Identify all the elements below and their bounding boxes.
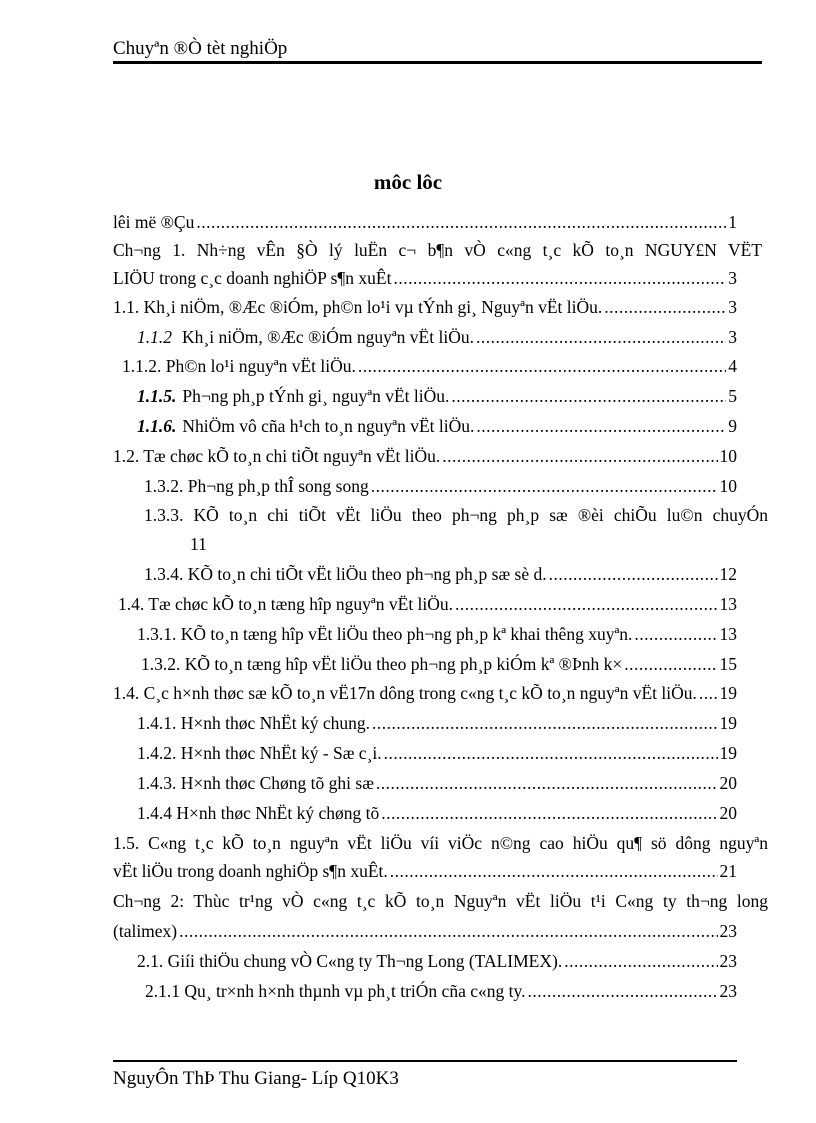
toc-leader [371, 476, 718, 497]
toc-page-number: 3 [728, 297, 737, 317]
toc-entry-text: 1.4.4 H×nh thøc NhËt ký chøng tõ [137, 803, 380, 823]
toc-leader [699, 683, 718, 704]
toc-leader [179, 921, 717, 942]
toc-leader [564, 951, 717, 972]
toc-leader [394, 268, 727, 289]
toc-page-number: 23 [719, 951, 737, 971]
toc-entry-text: LIÖU trong c¸c doanh nghiÖP s¶n xuÊt [113, 268, 392, 288]
toc-leader [476, 327, 726, 348]
header-text: Chuyªn ®Ò tèt nghiÖp [113, 38, 288, 59]
toc-entry[interactable] [144, 476, 737, 497]
page-title: môc lôc [373, 170, 443, 194]
toc-entry[interactable] [137, 803, 737, 824]
footer-rule [113, 1060, 737, 1062]
toc-entry[interactable] [141, 654, 737, 675]
toc-entry[interactable] [113, 861, 737, 882]
toc-entry-text: 2.1. Giíi thiÖu chung vÒ C«ng ty Th¬ng Long (TALIMEX). [137, 951, 563, 971]
toc-entry[interactable] [137, 773, 737, 794]
toc-leader [196, 212, 726, 233]
toc-page-number: 13 [719, 624, 737, 644]
toc-entry-line1[interactable]: Ch¬ng 1. Nh÷ng vÊn §Ò lý luËn c¬ b¶n vÒ c«ng t¸c kÕ to¸n NGUY£N VËT [113, 240, 762, 260]
toc-entry[interactable] [113, 297, 737, 318]
toc-entry-text: (talimex) [113, 921, 178, 941]
toc-page-number: 23 [719, 981, 737, 1001]
toc-leader [390, 861, 718, 882]
toc-page-number: 19 [719, 683, 737, 703]
toc-entry[interactable] [113, 268, 737, 289]
toc-page-number: 21 [719, 861, 737, 881]
toc-entry-text: 1.3.2. Ph¬ng ph¸p thÎ song song [144, 476, 369, 496]
toc-entry[interactable] [113, 683, 737, 704]
toc-entry-text: 1.4.2. H×nh thøc NhËt ký - Sæ c¸i. [137, 743, 382, 763]
toc-leader [376, 773, 718, 794]
toc-entry-line1[interactable]: 1.3.3. KÕ to¸n chi tiÕt vËt liÖu theo ph¬ng ph¸p sæ ®èi chiÕu lu©n chuyÓn [144, 505, 768, 525]
toc-leader [604, 297, 726, 318]
toc-leader [451, 386, 726, 407]
toc-entry[interactable] [137, 713, 737, 734]
toc-entry[interactable] [118, 594, 737, 615]
toc-leader [442, 446, 717, 467]
toc-entry[interactable] [137, 951, 737, 972]
toc-entry-line1[interactable]: 1.5. C«ng t¸c kÕ to¸n nguyªn vËt liÖu víi viÖc n©ng cao hiÖu qu¶ sö dông nguyªn [113, 833, 768, 853]
toc-page-number: 5 [728, 386, 737, 406]
toc-entry-text: 1.3.2. KÕ to¸n tæng hîp vËt liÖu theo ph¬ng ph¸p kiÓm kª ®Þnh k× [141, 654, 623, 674]
toc-entry-number: 1.1.2 [137, 327, 172, 347]
toc-page-number: 23 [719, 921, 737, 941]
toc-entry-text: 2.1.1 Qu¸ tr×nh h×nh thµnh vµ ph¸t triÓn cña c«ng ty. [145, 981, 526, 1001]
toc-entry-text: Ph¬ng ph¸p tÝnh gi¸ nguyªn vËt liÖu. [182, 386, 450, 406]
toc-entry-text: NhiÖm vô cña h¹ch to¸n nguyªn vËt liÖu. [182, 416, 475, 436]
toc-page-number: 1 [728, 212, 737, 232]
toc-page-number: 20 [719, 773, 737, 793]
toc-leader [384, 743, 718, 764]
toc-entry-text: vËt liÖu trong doanh nghiÖp s¶n xuÊt. [113, 861, 388, 881]
toc-page-number: 9 [728, 416, 737, 436]
toc-entry[interactable] [113, 921, 737, 942]
toc-leader [358, 356, 726, 377]
toc-entry[interactable] [145, 981, 737, 1002]
toc-entry[interactable] [137, 327, 737, 348]
toc-leader [634, 624, 717, 645]
toc-leader [527, 981, 717, 1002]
toc-entry-text: 1.4.1. H×nh thøc NhËt ký chung. [137, 713, 370, 733]
toc-entry-text: Kh¸i niÖm, ®Æc ®iÓm nguyªn vËt liÖu. [182, 327, 474, 347]
toc-entry[interactable] [137, 743, 737, 764]
toc-page-number: 19 [719, 743, 737, 763]
toc-entry-text: 1.4. Tæ chøc kÕ to¸n tæng hîp nguyªn vËt liÖu. [118, 594, 454, 614]
toc-leader [381, 803, 717, 824]
toc-entry[interactable] [113, 212, 737, 233]
footer-text: NguyÔn ThÞ Thu Giang- Líp Q10K3 [113, 1068, 399, 1089]
toc-entry-text: 1.4. C¸c h×nh thøc sæ kÕ to¸n vË17n dông trong c«ng t¸c kÕ to¸n nguyªn vËt liÖu. [113, 683, 697, 703]
toc-page-number: 20 [719, 803, 737, 823]
toc-entry-text: lêi më ®Çu [113, 212, 195, 232]
toc-page-number: 3 [728, 327, 737, 347]
toc-leader [549, 564, 718, 585]
toc-entry[interactable] [137, 386, 737, 407]
toc-entry-text: 1.1. Kh¸i niÖm, ®Æc ®iÓm, ph©n lo¹i vµ tÝnh gi¸ Nguyªn vËt liÖu. [113, 297, 603, 317]
toc-entry[interactable] [122, 356, 737, 377]
toc-leader [455, 594, 717, 615]
toc-page-number: 19 [719, 713, 737, 733]
toc-page-number: 4 [728, 356, 737, 376]
toc-page-number: 12 [719, 564, 737, 584]
toc-page-number: 15 [719, 654, 737, 674]
toc-entry[interactable] [113, 446, 737, 467]
toc-entry[interactable] [144, 564, 737, 585]
toc-page-number: 3 [728, 268, 737, 288]
toc-entry-line1[interactable]: Ch¬ng 2: Thùc tr¹ng vÒ c«ng t¸c kÕ to¸n Nguyªn vËt liÖu t¹i C«ng ty th¬ng long [113, 891, 768, 911]
toc-leader [476, 416, 726, 437]
toc-leader [624, 654, 717, 675]
toc-entry[interactable] [137, 624, 737, 645]
toc-page-number: 11 [190, 534, 207, 554]
toc-entry-number: 1.1.6. [137, 416, 177, 436]
toc-entry-number: 1.1.5. [137, 386, 177, 406]
toc-entry-text: 1.2. Tæ chøc kÕ to¸n chi tiÕt nguyªn vËt liÖu. [113, 446, 441, 466]
toc-leader [372, 713, 718, 734]
toc-page-number: 10 [719, 446, 737, 466]
toc-entry-text: 1.4.3. H×nh thøc Chøng tõ ghi sæ [137, 773, 374, 793]
toc-entry-text: 1.3.1. KÕ to¸n tæng hîp vËt liÖu theo ph¬ng ph¸p kª khai thêng xuyªn. [137, 624, 633, 644]
toc-page-number: 10 [719, 476, 737, 496]
toc-entry[interactable] [137, 416, 737, 437]
toc-entry-text: 1.1.2. Ph©n lo¹i nguyªn vËt liÖu. [122, 356, 356, 376]
toc-page-number: 13 [719, 594, 737, 614]
toc-entry-text: 1.3.4. KÕ to¸n chi tiÕt vËt liÖu theo ph¬ng ph¸p sæ sè d. [144, 564, 547, 584]
